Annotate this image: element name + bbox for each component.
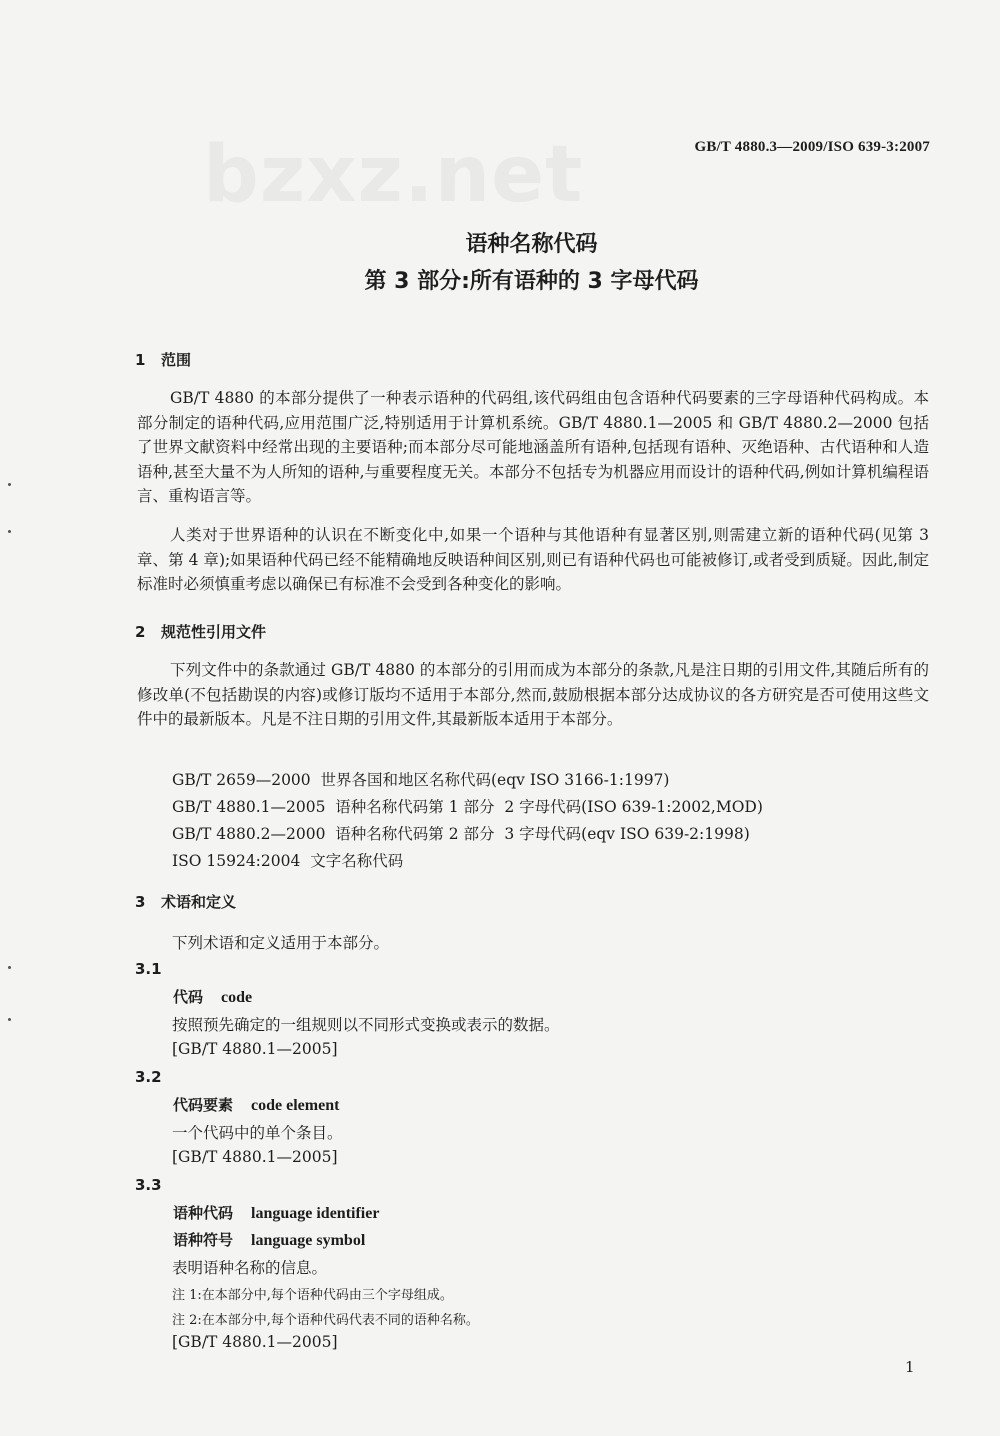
clause-3-2-number: 3.2 bbox=[135, 1068, 162, 1086]
term-zh: 代码 bbox=[173, 988, 204, 1006]
clause-3-3-source: [GB/T 4880.1—2005] bbox=[172, 1333, 338, 1351]
scan-mark bbox=[8, 483, 11, 486]
clause-3-2-term bbox=[173, 1094, 339, 1115]
term-en: language symbol bbox=[251, 1232, 366, 1249]
section-1-paragraph-2: 人类对于世界语种的认识在不断变化中,如果一个语种与其他语种有显著区别,则需建立新的语种代码(见第 3 章、第 4 章);如果语种代码已经不能精确地反映语种间区别,则已有语种代码也可能被修订,或者受到质疑。因此,制定标准时必须慎重考虑以确保已有标准不会受到各种变化的影响。 bbox=[137, 526, 929, 594]
section-1-heading bbox=[135, 349, 191, 370]
term-zh: 语种代码 bbox=[173, 1204, 234, 1222]
document-title: 语种名称代码 bbox=[465, 232, 598, 257]
clause-3-3-note-2: 注 2:在本部分中,每个语种代码代表不同的语种名称。 bbox=[172, 1313, 479, 1328]
section-2-heading bbox=[135, 621, 266, 642]
section-number: 1 bbox=[135, 351, 146, 369]
term-zh: 代码要素 bbox=[173, 1096, 234, 1114]
clause-3-3-note-1: 注 1:在本部分中,每个语种代码由三个字母组成。 bbox=[172, 1288, 453, 1303]
clause-3-2-source: [GB/T 4880.1—2005] bbox=[172, 1148, 338, 1166]
clause-3-3-number: 3.3 bbox=[135, 1176, 162, 1194]
clause-3-3-term bbox=[173, 1202, 379, 1223]
reference-item: ISO 15924:2004 文字名称代码 bbox=[172, 852, 404, 870]
clause-3-1-source: [GB/T 4880.1—2005] bbox=[172, 1040, 338, 1058]
page-number: 1 bbox=[905, 1358, 915, 1376]
clause-3-1-definition: 按照预先确定的一组规则以不同形式变换或表示的数据。 bbox=[172, 1016, 560, 1034]
reference-item: GB/T 2659—2000 世界各国和地区名称代码(eqv ISO 3166-1:1997) bbox=[172, 771, 670, 789]
section-2-paragraph-1: 下列文件中的条款通过 GB/T 4880 的本部分的引用而成为本部分的条款,凡是注日期的引用文件,其随后所有的修改单(不包括勘误的内容)或修订版均不适用于本部分,然而,鼓励根据本部分达成协议的各方研究是否可使用这些文件中的最新版本。凡是不注日期的引用文件,其最新版本适用于本部分。 bbox=[137, 661, 929, 729]
reference-item: GB/T 4880.1—2005 语种名称代码第 1 部分 2 字母代码(ISO 639-1:2002,MOD) bbox=[172, 798, 763, 816]
standard-number: GB/T 4880.3—2009/ISO 639-3:2007 bbox=[694, 139, 930, 155]
term-en: code element bbox=[251, 1097, 340, 1114]
document-subtitle: 第 3 部分:所有语种的 3 字母代码 bbox=[364, 269, 699, 294]
section-number: 2 bbox=[135, 623, 146, 641]
clause-3-2-definition: 一个代码中的单个条目。 bbox=[172, 1124, 343, 1142]
section-title: 规范性引用文件 bbox=[161, 623, 267, 641]
clause-3-3-definition: 表明语种名称的信息。 bbox=[172, 1259, 328, 1277]
reference-item: GB/T 4880.2—2000 语种名称代码第 2 部分 3 字母代码(eqv ISO 639-2:1998) bbox=[172, 825, 750, 843]
section-number: 3 bbox=[135, 893, 146, 911]
scan-mark bbox=[8, 966, 11, 969]
section-title: 范围 bbox=[161, 351, 192, 369]
watermark: bzxz.net bbox=[203, 130, 584, 220]
term-en: language identifier bbox=[251, 1205, 380, 1222]
clause-3-3-term-2 bbox=[173, 1229, 365, 1250]
section-title: 术语和定义 bbox=[161, 893, 237, 911]
section-3-heading bbox=[135, 891, 236, 912]
section-1-paragraph-1: GB/T 4880 的本部分提供了一种表示语种的代码组,该代码组由包含语种代码要素的三字母语种代码构成。本部分制定的语种代码,应用范围广泛,特别适用于计算机系统。GB/T 4880.1—2005 和 GB/T 4880.2—2000 包括了世界文献资料中经常出现的主要语种;而本部分尽可能地涵盖所有语种,包括现有语种、灭绝语种、古代语种和人造语种,甚至大量不为人所知的语种,与重要程度无关。本部分不包括专为机器应用而设计的语种代码,例如计算机编程语言、重构语言等。 bbox=[137, 389, 929, 506]
term-en: code bbox=[221, 989, 253, 1006]
term-zh: 语种符号 bbox=[173, 1231, 234, 1249]
scan-mark bbox=[8, 530, 11, 533]
scan-mark bbox=[8, 1018, 11, 1021]
clause-3-1-number: 3.1 bbox=[135, 960, 162, 978]
clause-3-1-term bbox=[173, 986, 252, 1007]
section-3-intro: 下列术语和定义适用于本部分。 bbox=[172, 934, 390, 952]
